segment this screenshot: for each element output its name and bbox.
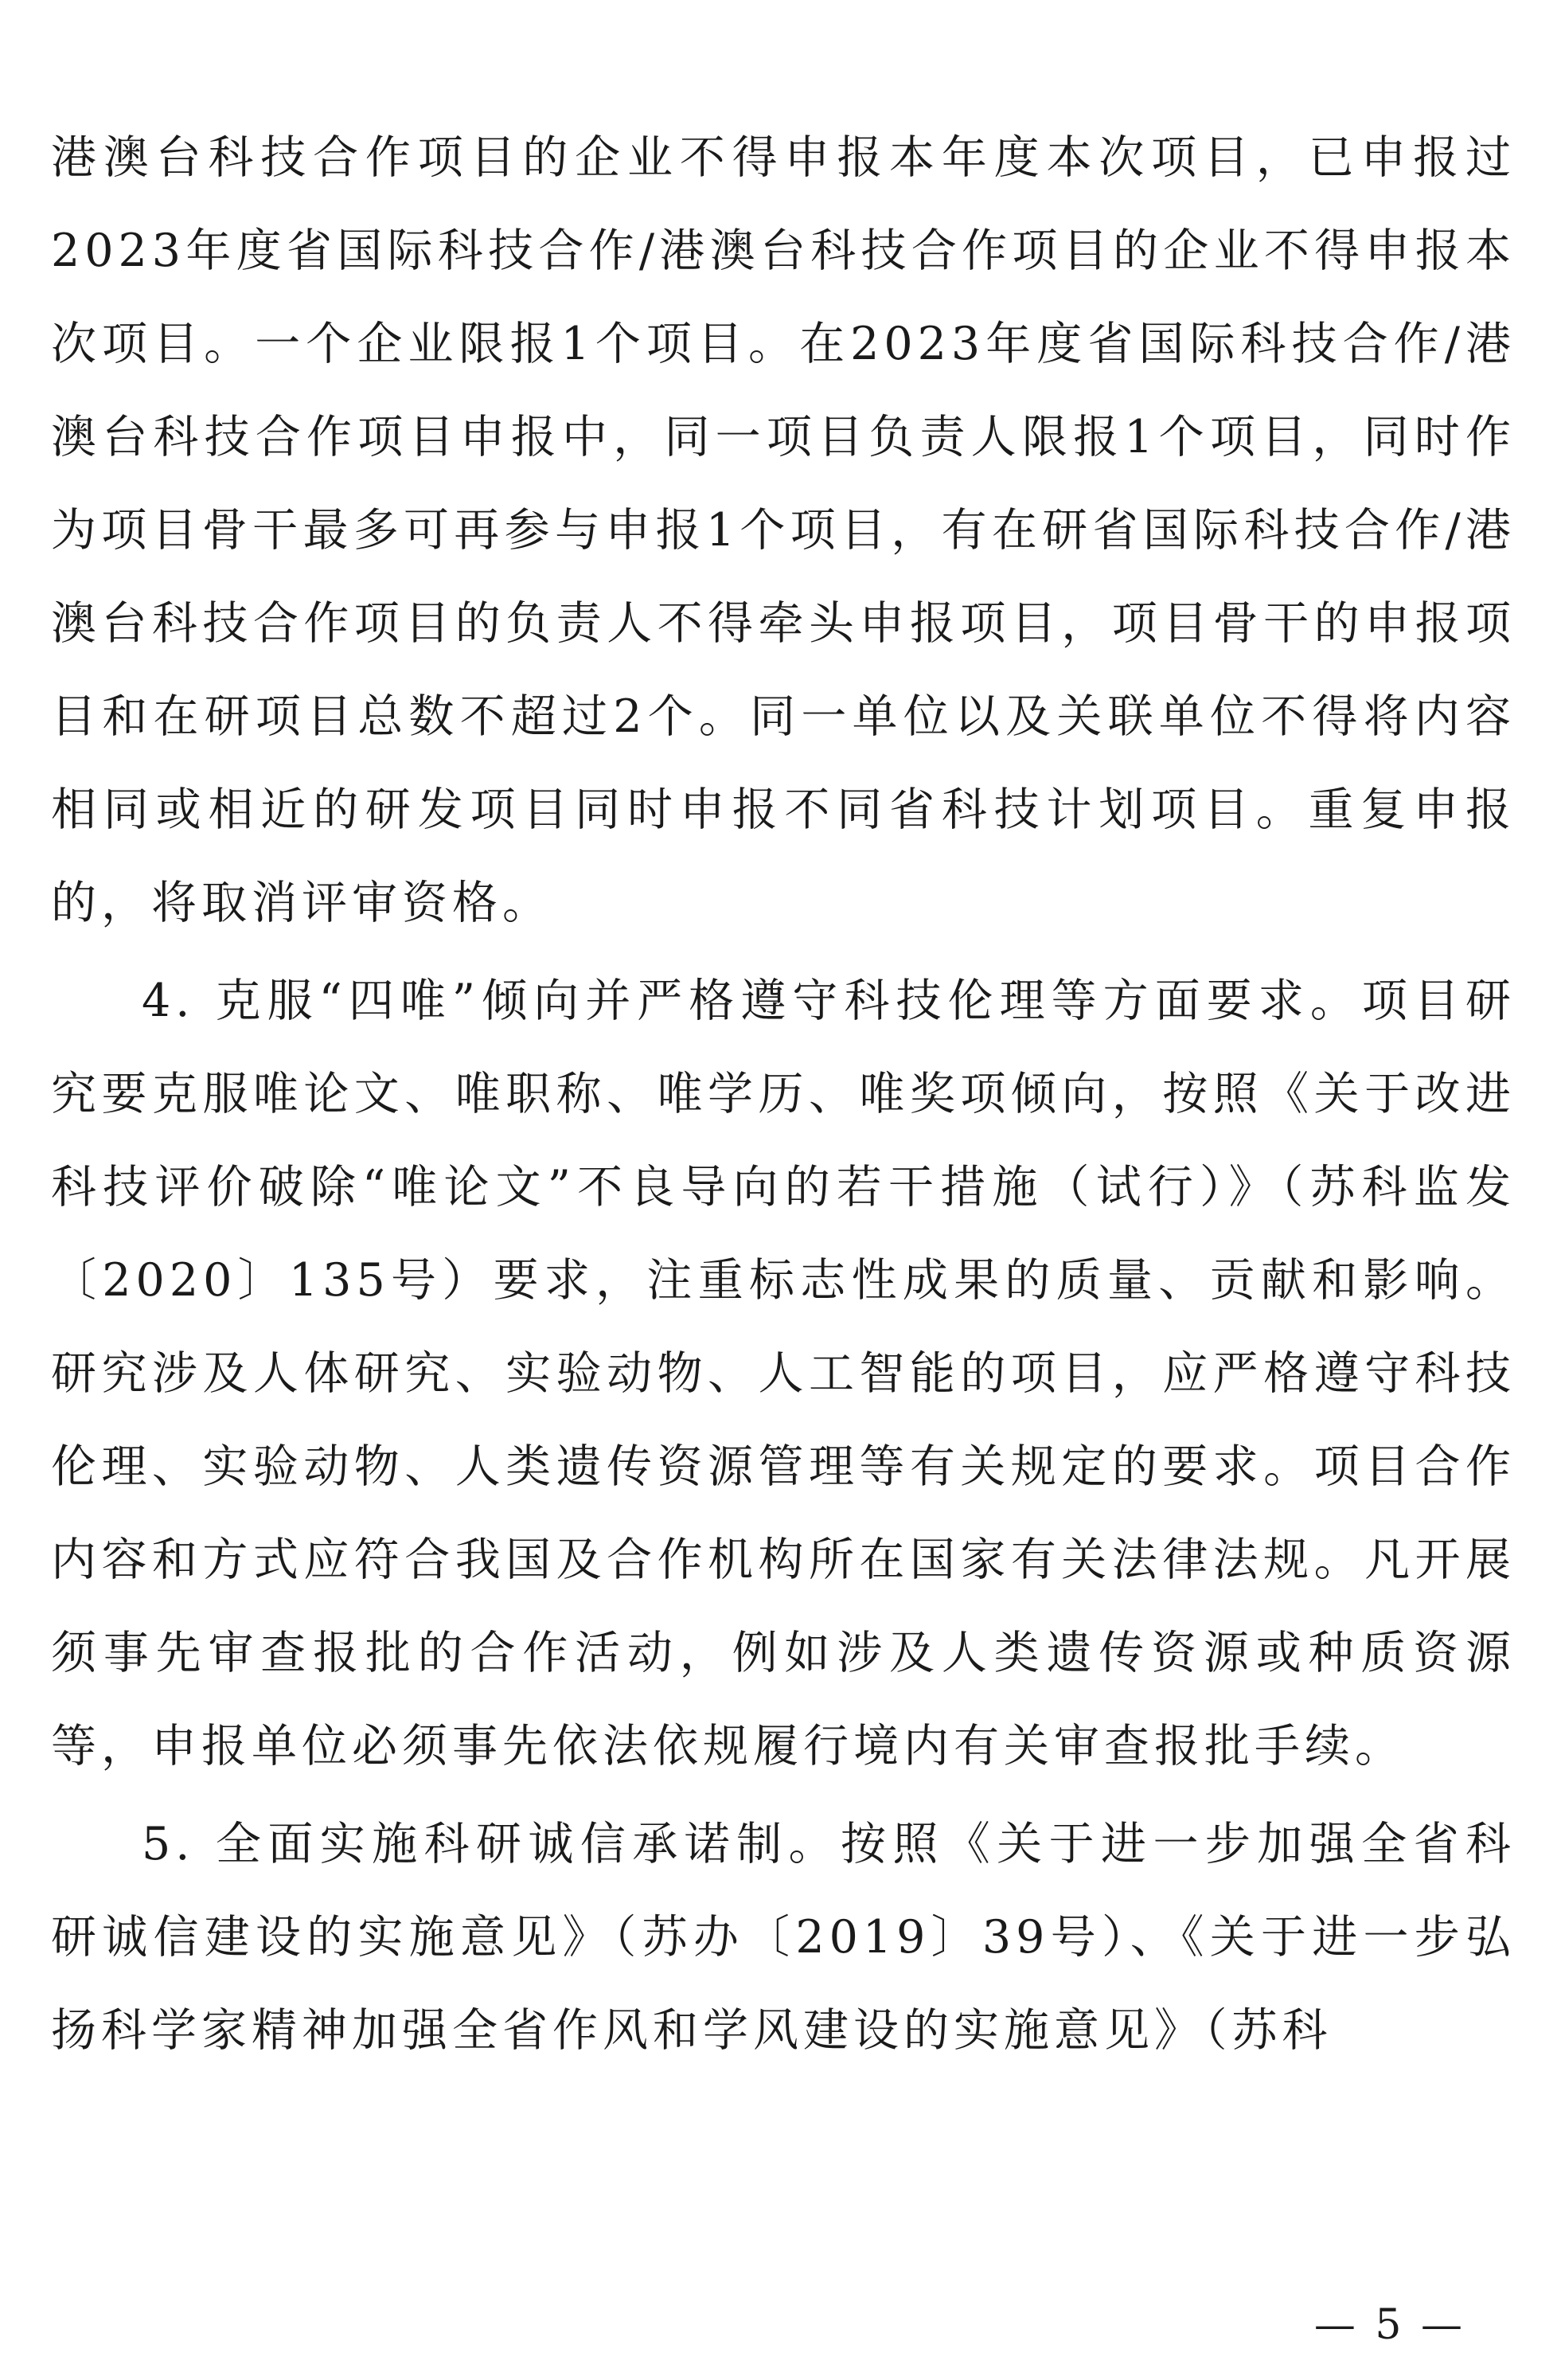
paragraph-continuation: 港澳台科技合作项目的企业不得申报本年度本次项目，已申报过2023年度省国际科技合作/港澳台科技合作项目的企业不得申报本次项目。一个企业限报1个项目。在2023年度省国际科技合作/港澳台科技合作项目申报中，同一项目负责人限报1个项目，同时作为项目骨干最多可再参与申报1个项目，有在研省国际科技合作/港澳台科技合作项目的负责人不得牵头申报项目，项目骨干的申报项目和在研项目总数不超过2个。同一单位以及关联单位不得将内容相同或相近的研发项目同时申报不同省科技计划项目。重复申报的，将取消评审资格。: [51, 131, 1516, 929]
page-number: — 5 —: [1313, 2301, 1465, 2349]
document-body: [51, 111, 1516, 2077]
paragraph-item-5: 5. 全面实施科研诚信承诺制。按照《关于进一步加强全省科研诚信建设的实施意见》（苏办〔2019〕39号）、《关于进一步弘扬科学家精神加强全省作风和学风建设的实施意见》（苏科: [51, 1818, 1516, 2057]
paragraph-item-4: 4. 克服“四唯”倾向并严格遵守科技伦理等方面要求。项目研究要克服唯论文、唯职称、唯学历、唯奖项倾向，按照《关于改进科技评价破除“唯论文”不良导向的若干措施（试行）》（苏科监发〔2020〕135号）要求，注重标志性成果的质量、贡献和影响。研究涉及人体研究、实验动物、人工智能的项目，应严格遵守科技伦理、实验动物、人类遗传资源管理等有关规定的要求。项目合作内容和方式应符合我国及合作机构所在国家有关法律法规。凡开展须事先审查报批的合作活动，例如涉及人类遗传资源或种质资源等，申报单位必须事先依法依规履行境内有关审查报批手续。: [51, 975, 1516, 1772]
